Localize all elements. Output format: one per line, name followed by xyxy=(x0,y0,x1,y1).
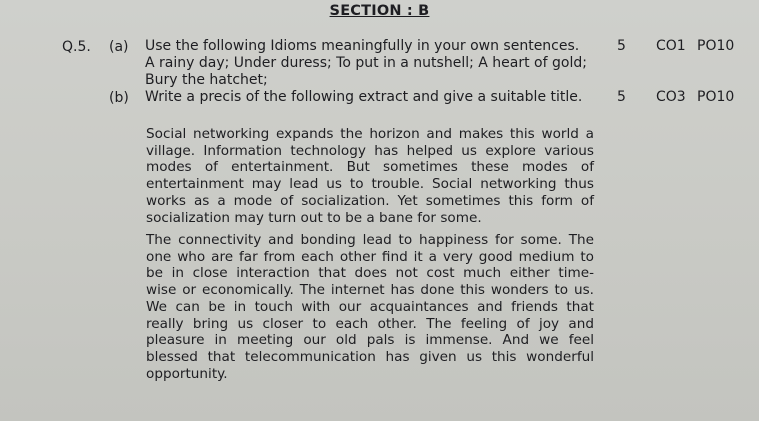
part-a-co: CO1 xyxy=(656,38,686,54)
extract-line: We can be in touch with our acquaintances and friends that xyxy=(146,298,594,315)
extract-line: works as a mode of socialization. Yet sometimes this form of xyxy=(146,192,594,209)
part-a-line-2: A rainy day; Under duress; To put in a nutshell; A heart of gold; xyxy=(145,55,587,71)
part-b-po: PO10 xyxy=(697,89,735,105)
extract-line: socialization may turn out to be a bane for some. xyxy=(146,209,482,226)
extract-line: village. Information technology has helped us explore various xyxy=(146,142,594,159)
part-b-marks: 5 xyxy=(617,89,626,105)
part-b-line: Write a precis of the following extract and give a suitable title. xyxy=(145,89,583,105)
extract-line: entertainment may lead us to trouble. Social networking thus xyxy=(146,176,594,193)
extract-line: The connectivity and bonding lead to happiness for some. The xyxy=(146,232,594,248)
part-a-label: (a) xyxy=(109,39,129,55)
extract-line: modes of entertainment. But sometimes these modes of xyxy=(146,159,594,176)
extract-paragraph-1 xyxy=(146,126,594,226)
question-number: Q.5. xyxy=(62,39,91,55)
extract-line: wise or economically. The internet has done this wonders to us. xyxy=(146,282,594,299)
part-a-marks: 5 xyxy=(617,38,626,54)
extract-line: pleasure in meeting our old pals is immense. And we feel xyxy=(146,332,594,349)
part-a-line-1: Use the following Idioms meaningfully in your own sentences. xyxy=(145,38,580,54)
extract-line: Social networking expands the horizon and makes this world a xyxy=(146,126,594,142)
part-a-line-3: Bury the hatchet; xyxy=(145,72,268,88)
extract-paragraph-2 xyxy=(146,232,594,382)
part-b-co: CO3 xyxy=(656,89,686,105)
extract-line: be in close interaction that does not cost much either time- xyxy=(146,265,594,282)
part-a-po: PO10 xyxy=(697,38,735,54)
extract-line: really bring us closer to each other. The feeling of joy and xyxy=(146,315,594,332)
extract-line: blessed that telecommunication has given us this wonderful xyxy=(146,348,594,365)
extract-line: one who are far from each other find it a very good medium to xyxy=(146,248,594,265)
section-title: SECTION : B xyxy=(329,3,430,19)
part-b-label: (b) xyxy=(109,90,129,106)
extract-line: opportunity. xyxy=(146,365,228,382)
